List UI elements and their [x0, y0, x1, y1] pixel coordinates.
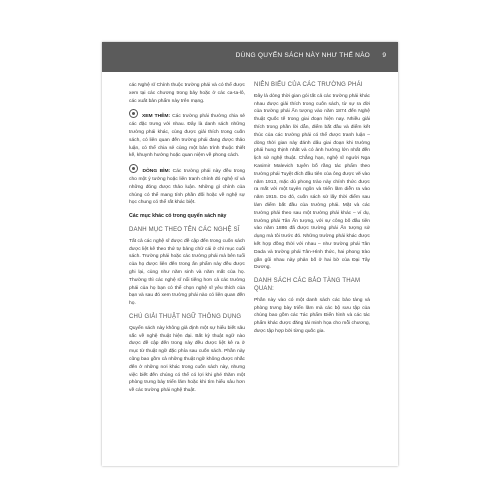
running-header-title: DÙNG QUYỂN SÁCH NÀY NHƯ THẾ NÀO	[235, 52, 370, 59]
section-heading: Các mục khác có trong quyển sách này	[129, 213, 227, 220]
paragraph: các Nghệ sĩ Chính thuộc trường phái và có thể được xem tại các chương trong bảy hoặc ở các ca-ta-lô, các xuất bản phẩm này trên mạng.	[129, 83, 245, 104]
subsection-heading: NIÊN BIỂU CỦA CÁC TRƯỜNG PHÁI	[254, 82, 363, 88]
paragraph: Đây là dòng thời gian gói tất cả các trường phái khác nhau được giải thích trong cuốn sách, từ sự ra đời của trường phái Ấn tượng vào năm 1874 đến Nghệ thuật Quốc tế trong giai đoạn hiện nay. Nhiều giải thích trong phần lời dẫn, điểm bắt đầu và điểm kết thúc của các trường phái có thể được tranh luận – dòng thời gian này đánh dấu giai đoạn khi trường phái hung thịnh nhất và có ảnh hưởng lớn nhất đến lịch sử nghệ thuật. Chẳng hạn, nghệ sĩ người Nga Kasimir Malevich tuyên bố rằng tác phẩm theo trường phái Tuyệt đích đầu tiên của ông được vẽ vào năm 1913, mặc dù phong trào này chính thức được ra mắt với một tuyên ngôn và triển lãm diễn ra vào năm 1915. Do đó, cuốn sách sử lấy thời điểm sau làm điểm bắt đầu của trường phái. Mặt và các trường phái theo sau một trường phái khác – ví dụ, trường phái Tân Ấn tượng, với sự công bố đầu tiên vào năm 1886 đã được trường phái Ấn tượng sử dụng mà tôi trước đó. Những trường phái khác được kết hợp đồng thời với nhau – như trường phái Tân Dada và trường phái Tân-Hình thức, hai phong trào gần gũi nhau này phản bố ở hai bờ của Đại Tây Dương.	[254, 93, 370, 271]
paragraph: Tất cả các nghệ sĩ được đề cập đến trong cuốn sách được liệt kê theo thứ tự bảng chữ cái ở chỉ mục cuối sách. Trường phái hoặc các trường phái mà bên tuổi của họ được liên đến trong ấn phẩm này đều được ghi lại, cùng như năm sinh và năm mất của họ. Thường thì các nghệ sĩ nổi tiếng hơn cả các trường phái của họ bạn có thể chọn nghệ sĩ yêu thích của bạn và sau đó xem trường phái nào có liên quan đến họ.	[129, 238, 245, 307]
bullet-icon	[129, 109, 138, 118]
book-page	[102, 42, 398, 466]
paragraph: Quyển sách này không giả định một sự hiểu biết sâu sắc về nghệ thuật hiện đại. Bất kỳ thuật ngữ nào được đề cập đến trong này đều được liệt kê ra ở mục từ thuật ngữ đặc phía sau cuốn sách. Phần này cũng bao gồm cả những thuật ngữ không được nhắc đến ở những nơi khác trong cuốn sách này, nhưng việc biết đến chúng có thể có lợi khi ghé thăm một phòng trưng bày triển lãm hoặc khi tìm hiểu sâu hơn về các trường phái nghệ thuật.	[129, 325, 245, 394]
note-label: DÒNG BÌM:	[142, 169, 171, 175]
note-text: Các trường phái này đều trong cho một ý tưởng hoặc liên tranh chính đó nghệ sĩ và những đóng được thảo luận. Những gì chính của chúng có thể mang tính phần đối hoặc về nghệ sự học chung có thể rất khác biệt.	[129, 169, 246, 206]
note-text: Các trường phái thường chia sẻ các đặc trưng với nhau. Đây là danh sách những trường phái khác, cùng được giải thích trong cuốn sách, có liên quan đến trường phái đang được thảo luận, có thể chia sẻ cùng một bản trình thuộc thiết kế, khuynh hướng hoặc quan niệm về phong cách.	[129, 114, 246, 159]
page-header-bar	[102, 42, 398, 72]
left-column	[129, 82, 245, 399]
subsection-heading: CHÚ GIẢI THUẬT NGỮ THÔNG DỤNG	[129, 313, 242, 320]
page-number: 9	[382, 52, 386, 59]
key-artists-note	[129, 164, 245, 207]
note-label: XEM THÊM:	[142, 114, 171, 120]
paragraph: Phần này vào có một danh sách các bảo tàng và phòng trưng bày triển lãm mà các bộ sưu tập của chúng bao gồm các Tác phẩm Điển hình và các tác phẩm khác được đăng tải minh họa cho mỗi chương, được tập hợp bởi từng quốc gia.	[254, 297, 370, 334]
subsection-heading: DANH SÁCH CÁC BẢO TÀNG THAM QUAN:	[254, 278, 361, 292]
subsection-heading: DANH MỤC THEO TÊN CÁC NGHỆ SĨ	[129, 226, 240, 233]
bullet-icon	[129, 164, 138, 173]
right-column	[254, 82, 370, 340]
see-also-note	[129, 109, 245, 160]
